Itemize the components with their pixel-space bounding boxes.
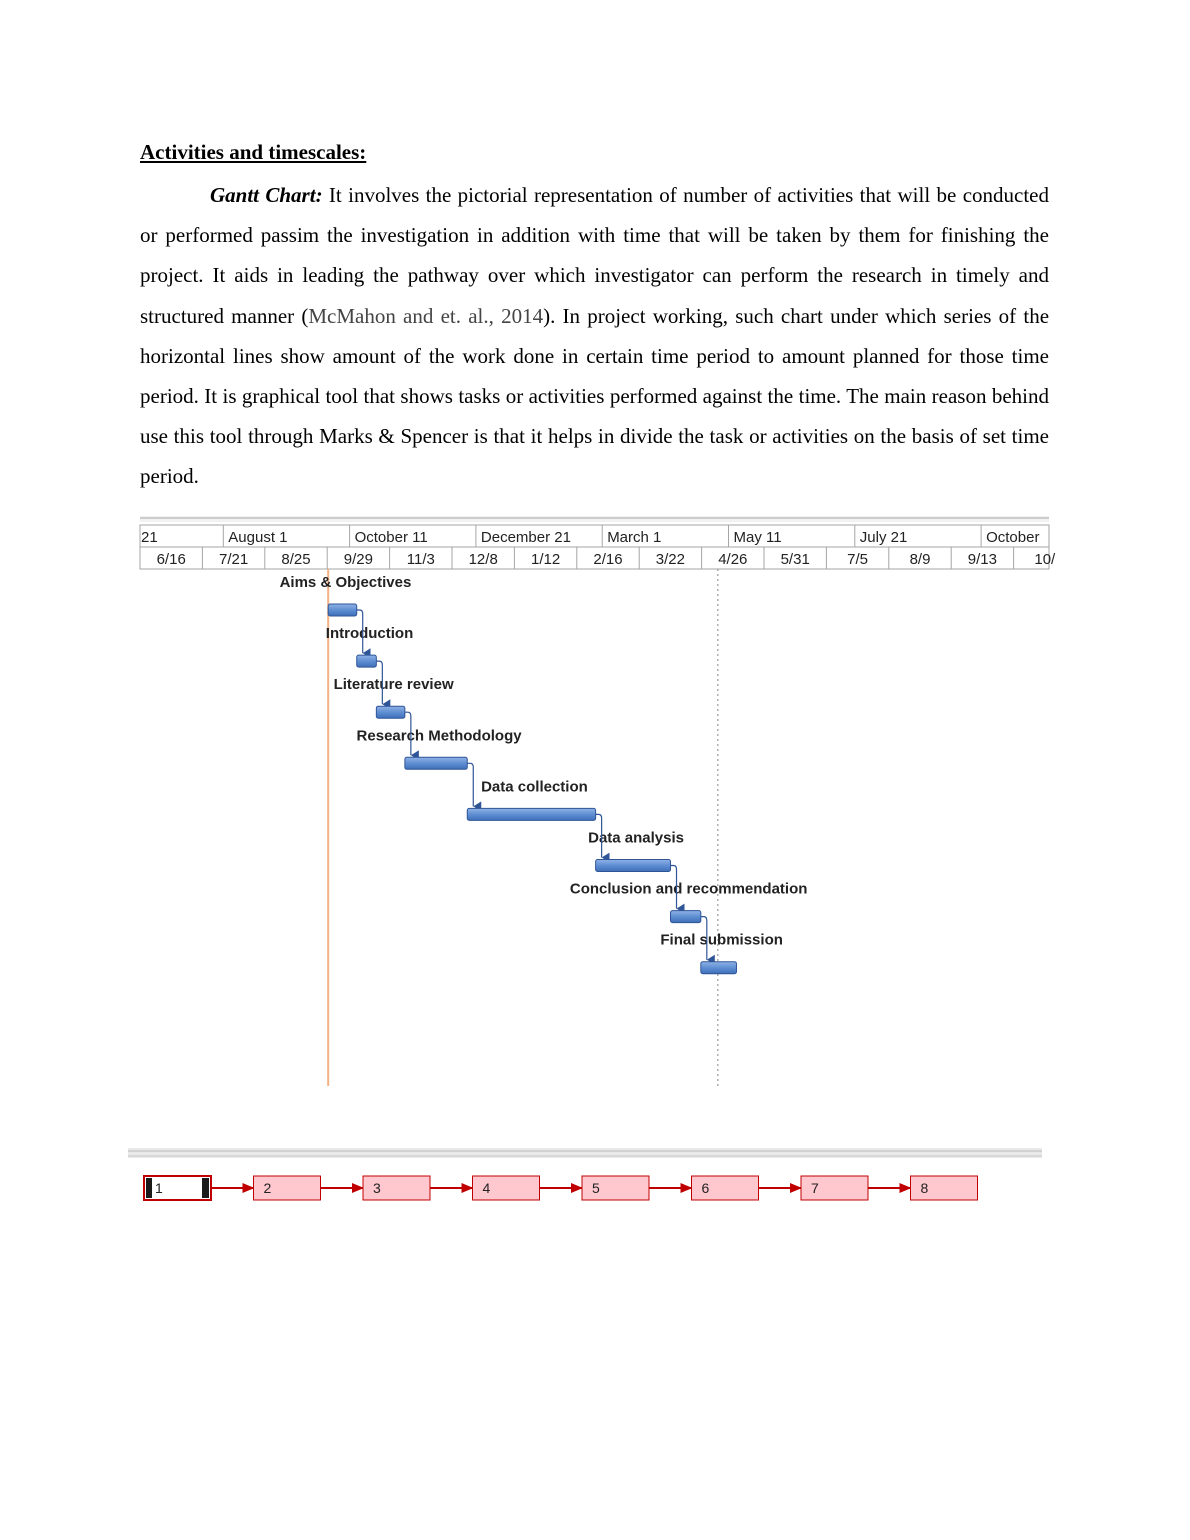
task-label: Data analysis <box>588 829 685 847</box>
task-bar <box>671 911 701 923</box>
task-label: Conclusion and recommendation <box>569 880 808 898</box>
timescale-minor-label: 10/ <box>1034 551 1056 568</box>
body-paragraph <box>140 175 1049 497</box>
task-label: Data collection <box>481 778 588 796</box>
citation: McMahon and et. al., 2014 <box>308 303 544 328</box>
timescale-minor-label: 7/21 <box>218 551 249 568</box>
timescale-major-label: March 1 <box>607 529 662 546</box>
task-label: Final submission <box>660 931 783 949</box>
task-label: Aims & Objectives <box>279 574 412 591</box>
timescale-minor-label: 8/25 <box>281 551 311 568</box>
timescale-minor-label: 7/5 <box>847 551 869 568</box>
network-node-label: 8 <box>920 1180 929 1196</box>
network-node-label: 6 <box>701 1180 710 1196</box>
paragraph-text-2: ). In project working, such chart under which series of the horizontal lines show amount of the work done in certain time period to amount planned for those time period. It is graphical tool that shows tasks or activities performed against the time. The main reason behind use this tool through Marks & Spencer is that it helps in divide the task or activities on the basis of set time period. <box>140 303 1050 489</box>
timescale-top-band <box>140 516 1049 522</box>
timescale-minor-label: 9/29 <box>343 551 374 568</box>
network-node-label: 3 <box>373 1180 381 1196</box>
timescale-major-label: October <box>986 529 1040 546</box>
task-bar <box>357 655 377 667</box>
network-node-label: 5 <box>592 1180 600 1196</box>
timescale-minor-label: 8/9 <box>909 551 931 568</box>
task-label: Introduction <box>325 625 414 643</box>
network-node-label: 2 <box>263 1180 272 1196</box>
gantt-chart <box>140 516 1056 1086</box>
timescale-minor-label: 12/8 <box>468 551 498 568</box>
network-node-label: 7 <box>811 1180 819 1196</box>
timescale-minor-label: 11/3 <box>406 551 435 568</box>
section-heading: Activities and timescales: <box>140 140 367 164</box>
task-label: Research Methodology <box>356 727 522 745</box>
network-node-selection <box>202 1178 209 1198</box>
network-svg <box>128 1148 1042 1208</box>
dependency-link <box>467 763 473 806</box>
timescale-minor-label: 3/22 <box>655 551 686 568</box>
timescale-minor-label: 5/31 <box>780 551 810 568</box>
paragraph-text-1: It involves the pictorial representation of number of activities that will be conducted or performed passim the investigation in addition with time that will be taken by them for finishing the project. It aids in leading the pathway over which investigator can perform the research in timely and structured manner ( <box>140 183 1050 328</box>
timescale-major-label: August 1 <box>228 529 288 546</box>
timescale-minor-label: 9/13 <box>967 551 998 568</box>
timescale-minor-label: 2/16 <box>593 551 623 568</box>
timescale-major-label: December 21 <box>480 529 571 546</box>
task-bar <box>701 962 737 974</box>
task-bar <box>376 706 405 718</box>
timescale-minor-label: 6/16 <box>156 551 186 568</box>
network-node-label: 4 <box>482 1180 491 1196</box>
network-node-selection <box>146 1178 152 1198</box>
task-bar <box>467 808 595 820</box>
timescale-minor-label: 4/26 <box>718 551 748 568</box>
timescale-major-label: October 11 <box>354 529 428 546</box>
gantt-svg <box>140 516 1056 1086</box>
task-bar <box>405 757 467 769</box>
timescale-major-label: July 21 <box>859 529 908 546</box>
timescale-minor-label: 1/12 <box>530 551 561 568</box>
timescale-major-label: 21 <box>141 529 158 546</box>
timescale-major-label: May 11 <box>733 529 782 546</box>
paragraph-lead: Gantt Chart: <box>210 183 323 207</box>
network-node-label: 1 <box>155 1180 163 1196</box>
task-bar <box>328 604 357 616</box>
network-diagram <box>128 1148 1042 1208</box>
task-label: Literature review <box>333 676 454 694</box>
task-bar <box>596 860 671 872</box>
